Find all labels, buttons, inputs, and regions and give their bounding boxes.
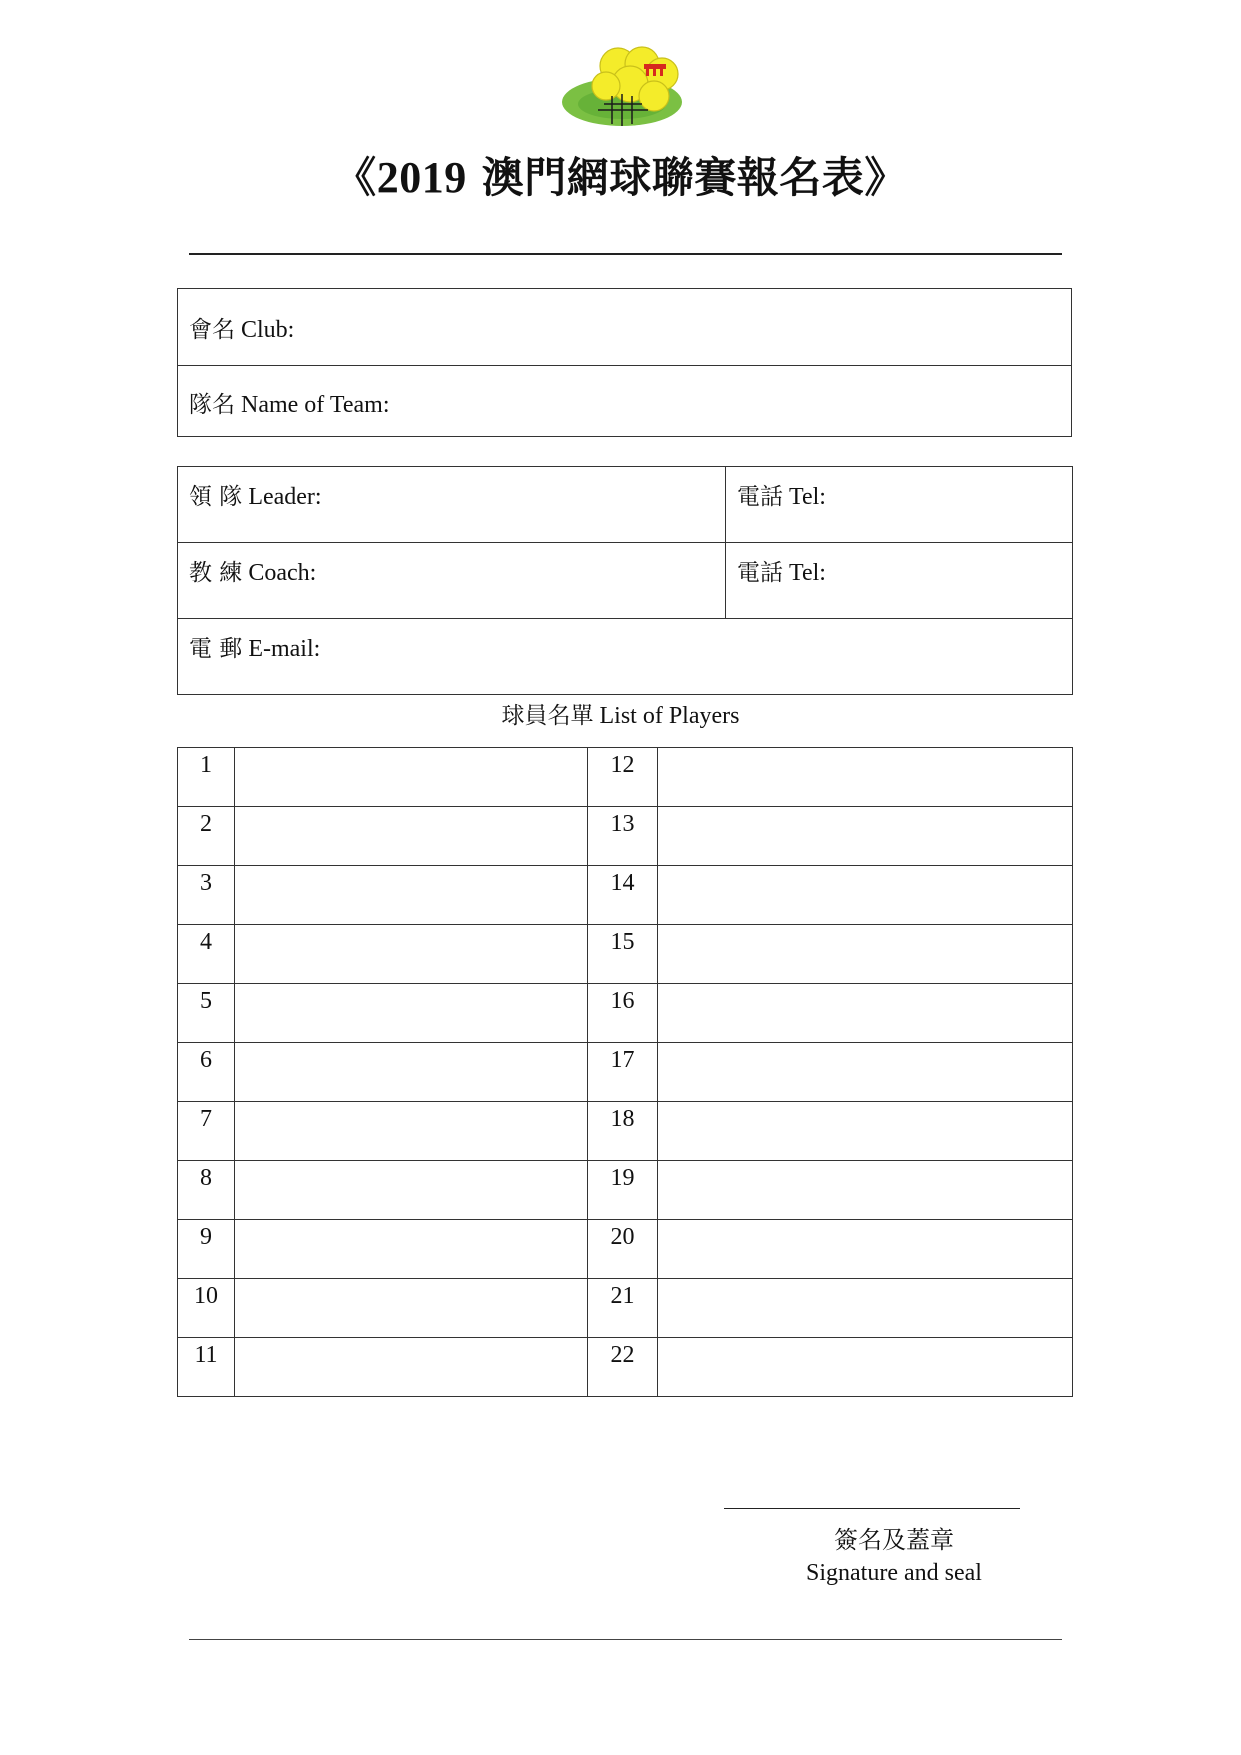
title-year: 2019 <box>376 153 467 202</box>
player-number: 12 <box>588 748 658 807</box>
player-name-field[interactable] <box>658 1043 1073 1102</box>
coach-field[interactable] <box>178 543 726 619</box>
player-number: 15 <box>588 925 658 984</box>
club-team-table <box>177 288 1072 437</box>
player-number: 6 <box>178 1043 235 1102</box>
player-row <box>178 807 1073 866</box>
player-name-field[interactable] <box>235 1102 588 1161</box>
player-row <box>178 748 1073 807</box>
player-number: 20 <box>588 1220 658 1279</box>
title-text: 澳門網球聯賽報名表 <box>466 153 865 202</box>
player-number: 16 <box>588 984 658 1043</box>
player-number: 1 <box>178 748 235 807</box>
team-label-en: Name of Team: <box>241 392 390 418</box>
player-row <box>178 984 1073 1043</box>
team-label-zh: 隊名 <box>189 392 235 418</box>
player-name-field[interactable] <box>235 1338 588 1397</box>
player-number: 21 <box>588 1279 658 1338</box>
leader-tel-field[interactable] <box>726 467 1073 543</box>
leader-tel-label-en: Tel: <box>789 484 826 510</box>
player-number: 9 <box>178 1220 235 1279</box>
player-row <box>178 1043 1073 1102</box>
players-table <box>177 747 1073 1397</box>
player-name-field[interactable] <box>235 984 588 1043</box>
email-label-zh: 電 郵 <box>189 636 243 662</box>
player-number: 22 <box>588 1338 658 1397</box>
player-row <box>178 1161 1073 1220</box>
club-label-en: Club: <box>241 317 295 343</box>
player-number: 7 <box>178 1102 235 1161</box>
player-number: 11 <box>178 1338 235 1397</box>
player-number: 13 <box>588 807 658 866</box>
player-name-field[interactable] <box>658 984 1073 1043</box>
leader-label-en: Leader: <box>248 484 322 510</box>
player-name-field[interactable] <box>235 1220 588 1279</box>
player-name-field[interactable] <box>658 807 1073 866</box>
signature-label-en: Signature and seal <box>806 1560 982 1586</box>
title-divider <box>189 253 1062 255</box>
player-name-field[interactable] <box>658 1102 1073 1161</box>
player-row <box>178 1102 1073 1161</box>
player-row <box>178 1220 1073 1279</box>
team-name-field[interactable] <box>178 366 1072 437</box>
player-name-field[interactable] <box>235 866 588 925</box>
player-name-field[interactable] <box>235 1279 588 1338</box>
player-number: 3 <box>178 866 235 925</box>
coach-label-zh: 教 練 <box>189 560 243 586</box>
player-name-field[interactable] <box>658 1338 1073 1397</box>
player-number: 14 <box>588 866 658 925</box>
club-field[interactable] <box>178 289 1072 366</box>
title-open-bracket: 《 <box>334 153 377 202</box>
coach-tel-label-zh: 電話 <box>737 560 783 586</box>
signature-label-zh: 簽名及蓋章 <box>834 1526 954 1554</box>
coach-label-en: Coach: <box>248 560 317 586</box>
player-row <box>178 866 1073 925</box>
player-row <box>178 1279 1073 1338</box>
player-row <box>178 1338 1073 1397</box>
player-name-field[interactable] <box>235 1161 588 1220</box>
club-label-zh: 會名 <box>189 317 235 343</box>
players-caption-en: List of Players <box>599 703 740 729</box>
player-name-field[interactable] <box>658 1279 1073 1338</box>
email-label-en: E-mail: <box>248 636 321 662</box>
player-number: 18 <box>588 1102 658 1161</box>
player-number: 5 <box>178 984 235 1043</box>
player-name-field[interactable] <box>235 1043 588 1102</box>
player-number: 4 <box>178 925 235 984</box>
association-logo <box>560 44 685 130</box>
player-name-field[interactable] <box>235 748 588 807</box>
player-row <box>178 925 1073 984</box>
leader-field[interactable] <box>178 467 726 543</box>
signature-line[interactable] <box>724 1508 1020 1509</box>
player-name-field[interactable] <box>658 1220 1073 1279</box>
player-name-field[interactable] <box>658 748 1073 807</box>
player-number: 8 <box>178 1161 235 1220</box>
footer-divider <box>189 1639 1062 1640</box>
form-title <box>0 145 1241 205</box>
leader-tel-label-zh: 電話 <box>737 484 783 510</box>
player-number: 17 <box>588 1043 658 1102</box>
players-caption <box>0 697 1241 730</box>
coach-tel-label-en: Tel: <box>789 560 826 586</box>
title-close-bracket: 》 <box>864 153 907 202</box>
player-number: 2 <box>178 807 235 866</box>
player-name-field[interactable] <box>658 866 1073 925</box>
coach-tel-field[interactable] <box>726 543 1073 619</box>
leader-label-zh: 領 隊 <box>189 484 243 510</box>
players-caption-zh: 球員名單 <box>501 703 594 729</box>
player-number: 19 <box>588 1161 658 1220</box>
email-field[interactable] <box>178 619 1073 695</box>
contact-table <box>177 466 1073 695</box>
player-number: 10 <box>178 1279 235 1338</box>
player-name-field[interactable] <box>235 925 588 984</box>
player-name-field[interactable] <box>658 1161 1073 1220</box>
player-name-field[interactable] <box>658 925 1073 984</box>
player-name-field[interactable] <box>235 807 588 866</box>
